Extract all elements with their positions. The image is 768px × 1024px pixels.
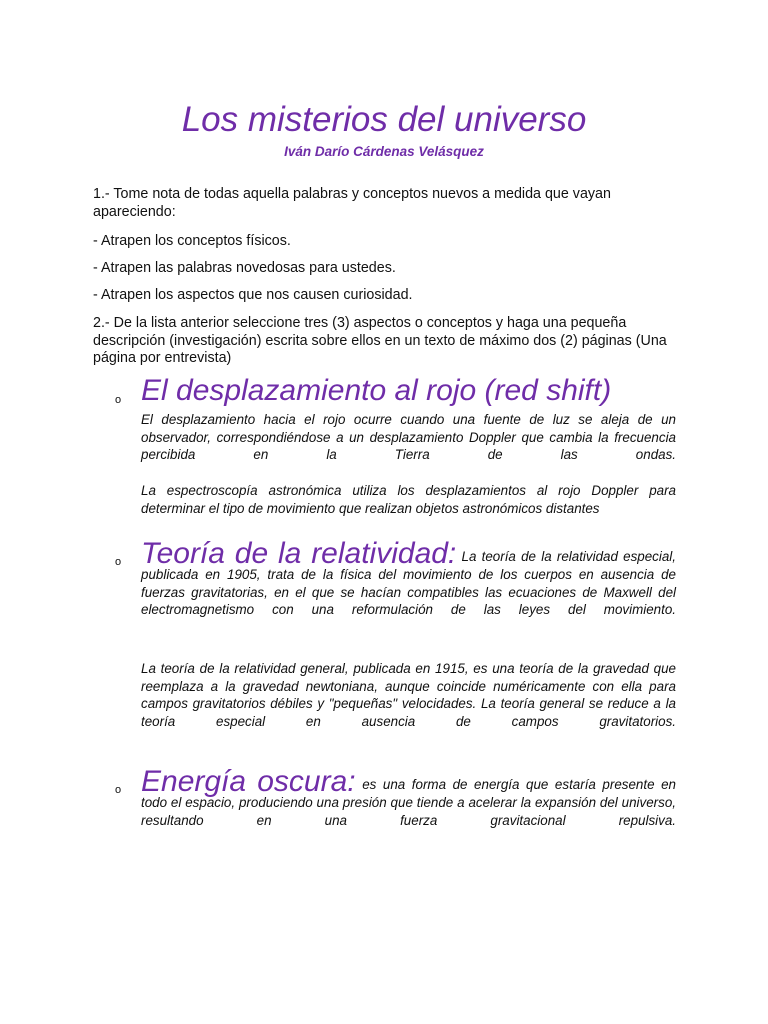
instruction-sub-2: - Atrapen las palabras novedosas para ustedes. xyxy=(93,260,396,276)
instruction-sub-3: - Atrapen los aspectos que nos causen curiosidad. xyxy=(93,287,413,303)
section-3-block xyxy=(141,765,676,829)
section-3-heading: Energía oscura: xyxy=(141,765,356,798)
section-1-paragraph-1: El desplazamiento hacia el rojo ocurre cuando una fuente de luz se aleja de un observador, correspondiéndose a un desplazamiento Doppler que cambia la frecuencia percibida en la Tierra de las ondas. xyxy=(141,412,676,463)
section-2-bullet: o xyxy=(115,556,122,568)
section-1-paragraph-2: La espectroscopía astronómica utiliza los desplazamientos al rojo Doppler para determinar el tipo de movimiento que realizan objetos astronómicos distantes xyxy=(141,483,676,516)
section-1-heading: El desplazamiento al rojo (red shift) xyxy=(141,374,612,407)
instruction-item-2: 2.- De la lista anterior seleccione tres (3) aspectos o conceptos y haga una pequeña descripción (investigación) escrita sobre ellos en un texto de máximo dos (2) páginas (Una página por entrevista) xyxy=(93,315,667,366)
instruction-item-1: 1.- Tome nota de todas aquella palabras y conceptos nuevos a medida que vayan apareciendo: xyxy=(93,186,611,220)
section-2-block-1 xyxy=(141,537,676,619)
section-2-paragraph-1: La teoría de la relatividad especial, publicada en 1905, trata de la física del movimiento de los cuerpos en ausencia de fuerzas gravitatorias, en el que se hacían compatibles las ecuaciones de Maxwell del electromagnetismo con una reformulación de las leyes del movimiento. xyxy=(141,549,676,618)
document-title: Los misterios del universo xyxy=(181,100,587,139)
section-3-bullet: o xyxy=(115,784,122,796)
document-author: Iván Darío Cárdenas Velásquez xyxy=(284,144,484,159)
section-3-paragraph-1: es una forma de energía que estaría presente en todo el espacio, produciendo una presión que tiende a acelerar la expansión del universo, resultando en una fuerza gravitacional repulsiva. xyxy=(141,777,676,828)
instruction-sub-1: - Atrapen los conceptos físicos. xyxy=(93,233,291,249)
section-2-heading: Teoría de la relatividad: xyxy=(141,537,457,570)
section-1-bullet: o xyxy=(115,394,122,406)
section-2-paragraph-2: La teoría de la relatividad general, publicada en 1915, es una teoría de la gravedad que reemplaza a la gravedad newtoniana, aunque coincide numéricamente con ella para campos gravitatorios débiles y "pequeñas" velocidades. La teoría general se reduce a la teoría especial en ausencia de campos gravitatorios. xyxy=(141,661,676,730)
